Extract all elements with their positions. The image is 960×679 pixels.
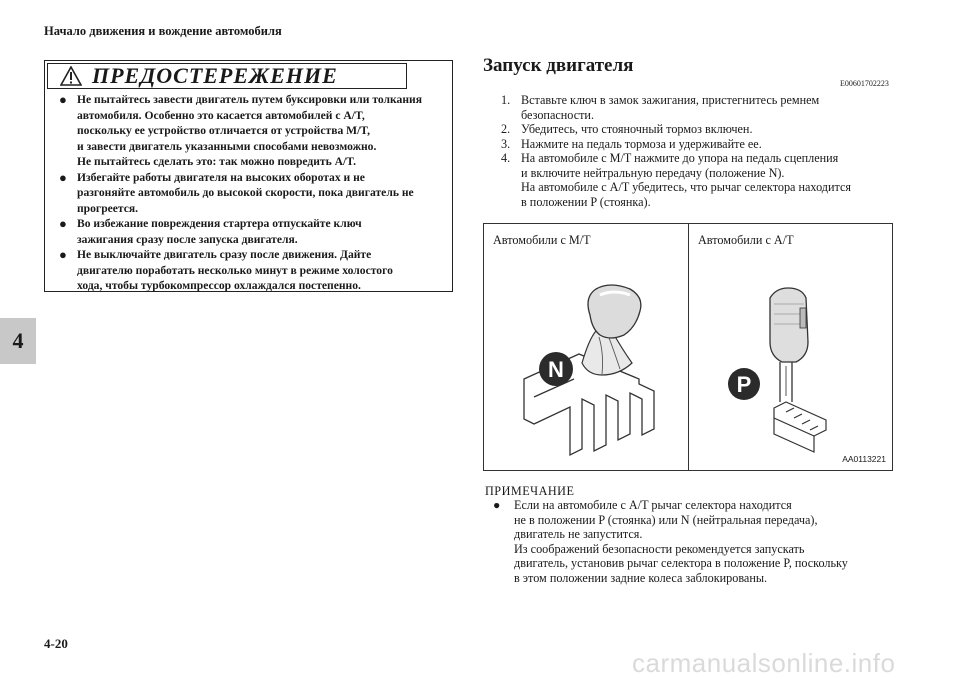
step-item [501, 122, 901, 137]
warning-line: и завести двигатель указанными способами невозможно. [77, 139, 377, 153]
step-line: и включите нейтральную передачу (положение N). [521, 165, 785, 180]
park-badge: P [736, 372, 752, 397]
step-number: 1. [501, 93, 511, 107]
step-number: 2. [501, 122, 511, 136]
step-item [501, 137, 901, 152]
warning-line: Не пытайтесь сделать это: так можно повредить A/T. [77, 155, 357, 168]
figure-label-mt: Автомобили с M/T [493, 233, 591, 247]
watermark: carmanualsonline.info [632, 648, 896, 678]
warning-line: разгоняйте автомобиль до высокой скорости, пока двигатель не [77, 186, 414, 199]
note-line: двигатель не запустится. [514, 527, 643, 542]
warning-line: поскольку ее устройство отличается от устройства M/T, [77, 124, 371, 137]
step-line: безопасности. [521, 107, 595, 122]
warning-line: Во избежание повреждения стартера отпускайте ключ [77, 217, 362, 230]
warning-list [55, 92, 447, 294]
step-line: в положении P (стоянка). [521, 194, 651, 209]
step-line: На автомобиле с A/T убедитесь, что рычаг селектора находится [521, 180, 852, 194]
step-number: 4. [501, 151, 511, 165]
neutral-badge: N [548, 357, 564, 382]
automatic-selector-illustration [716, 284, 876, 454]
note-line: Если на автомобиле с A/T рычаг селектора находится [514, 498, 792, 512]
figure-label-at: Автомобили с A/T [698, 233, 794, 247]
note-list [490, 498, 910, 586]
warning-box [44, 60, 453, 292]
steps-list [501, 93, 901, 209]
page-header-title: Начало движения и вождение автомобиля [44, 24, 282, 38]
note-line: двигатель, установив рычаг селектора в положение P, поскольку [514, 556, 848, 571]
chapter-number: 4 [12, 328, 24, 353]
page-number: 4-20 [44, 636, 68, 651]
warning-line: хода, чтобы турбокомпрессор охлаждался постепенно. [77, 279, 361, 292]
bullet-icon: ● [59, 247, 67, 262]
chapter-tab [0, 318, 36, 364]
step-line: Убедитесь, что стояночный тормоз включен. [521, 122, 753, 136]
warning-item [55, 170, 447, 217]
warning-line: Избегайте работы двигателя на высоких оборотах и не [77, 170, 365, 184]
warning-triangle-icon [60, 66, 82, 86]
note-title: ПРИМЕЧАНИЕ [485, 484, 575, 498]
warning-title: ПРЕДОСТЕРЕЖЕНИЕ [92, 63, 338, 88]
section-code: E00601702223 [840, 79, 889, 88]
step-line: Вставьте ключ в замок зажигания, пристегнитесь ремнем [521, 93, 820, 107]
step-item [501, 93, 901, 122]
note-line: не в положении P (стоянка) или N (нейтральная передача), [514, 512, 818, 527]
manual-shifter-illustration [504, 279, 684, 464]
note-line: Из соображений безопасности рекомендуется запускать [514, 541, 805, 556]
step-item [501, 151, 901, 209]
bullet-icon: ● [493, 498, 501, 512]
note-item [490, 498, 910, 586]
warning-line: Не пытайтесь завести двигатель путем буксировки или толкания [77, 93, 422, 106]
warning-item [55, 92, 447, 170]
figure-code: AA0113221 [842, 454, 886, 464]
bullet-icon: ● [59, 169, 67, 185]
warning-line: двигателю поработать несколько минут в режиме холостого [77, 263, 393, 277]
bullet-icon: ● [59, 92, 67, 107]
figure-divider [688, 224, 689, 470]
section-title: Запуск двигателя [483, 55, 634, 76]
warning-line: автомобиля. Особенно это касается автомобилей с A/T, [77, 108, 365, 122]
warning-line: зажигания сразу после запуска двигателя. [77, 232, 298, 246]
warning-item [55, 247, 447, 294]
step-line: На автомобиле с M/T нажмите до упора на педаль сцепления [521, 151, 839, 165]
gear-shift-figure [483, 223, 893, 471]
step-number: 3. [501, 136, 511, 151]
warning-line: Не выключайте двигатель сразу после движения. Дайте [77, 248, 372, 261]
warning-item [55, 216, 447, 247]
warning-header [47, 63, 407, 89]
warning-line: прогреется. [77, 201, 139, 215]
note-line: в этом положении задние колеса заблокированы. [514, 570, 768, 585]
step-line: Нажмите на педаль тормоза и удерживайте ее. [521, 136, 762, 151]
bullet-icon: ● [59, 216, 67, 231]
